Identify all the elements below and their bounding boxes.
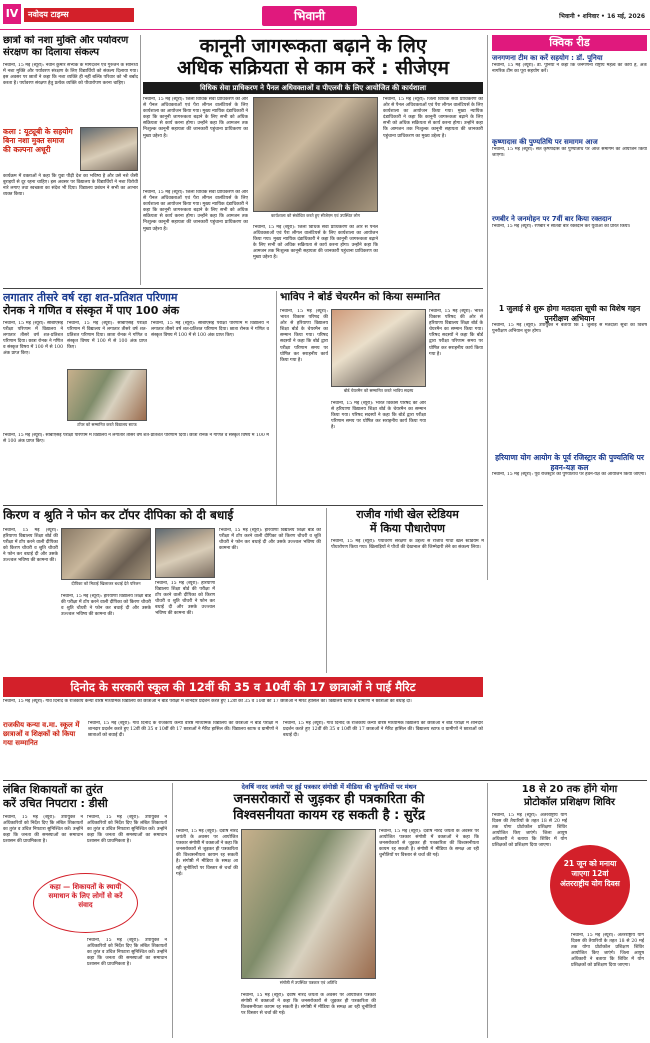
left-body-1: भिवानी, 15 मई (ब्यूरो): नवीन कुमार सभ्यक के मार्गदर्शन एवं गुरुजन के सानिध्य में नशा मुक्ति और पर्यावरण संरक्षण के लिए विद्यार्थियों को संकल्प दिलाया गया। इस अवसर पर छात्रों ने कहा कि नशा व्यक्ति ही नहीं बल्कि परिवार को भी बर्बाद करता है। पर्यावरण संरक्षण हेतु प्रत्येक व्यक्ति को पौधारोपण करना चाहिए। (3, 63, 138, 87)
bvp-story (276, 291, 484, 506)
horizontal-divider (3, 288, 483, 289)
seminar-photo (241, 829, 376, 979)
masthead (0, 0, 650, 30)
workshop-photo (253, 97, 378, 212)
yoga-body-b: भिवानी, 15 मई (ब्यूरो): अंतरराष्ट्रीय योग दिवस की तैयारियों के तहत 18 से 20 मई तक योगा प्रोटोकॉल प्रशिक्षण शिविर आयोजित किए जाएंगे। जिला आयुष अधिकारी ने बताया कि शिविर में योग प्रशिक्षकों को प्रशिक्षण दिया जाएगा। (571, 933, 644, 969)
column-divider (140, 35, 141, 285)
dc-story (3, 783, 168, 1038)
merit-side-headline: राजकीय कन्या व.मा. स्कूल में छात्राओं व शिक्षकों को किया गया सम्मानित (3, 721, 80, 747)
top-body-b: भिवानी, 15 मई (ब्यूरो): जिला विधिक सेवा प्राधिकरण की ओर से पैनल अधिवक्ताओं एवं पैरा लीगल वालंटियर्स के लिए कार्यशाला का आयोजन किया गया। मुख्य न्यायिक दंडाधिकारी ने कहा कि कानूनी जागरूकता बढ़ाने के लिए सभी को अधिक सक्रियता से कार्य करना होगा। उन्होंने कहा कि आमजन तक निःशुल्क कानूनी सहायता की जानकारी पहुंचाना प्राधिकरण का मुख्य उद्देश्य है। (383, 97, 483, 139)
dc-body-b: भिवानी, 15 मई (ब्यूरो): उपायुक्त ने अधिकारियों को निर्देश दिए कि लंबित शिकायतों का तुरंत व उचित निपटारा सुनिश्चित करें। उन्होंने कहा कि जनता की समस्याओं का समाधान प्रशासन की प्राथमिकता है। (87, 815, 167, 845)
quick-item-5 (492, 453, 647, 562)
merit-story (3, 699, 483, 779)
topper-call-body-d: भिवानी, 15 मई (ब्यूरो): हरियाणा विद्यालय शिक्षा बोर्ड की परीक्षा में टॉप करने वाली दीपिका को किरण चौधरी व श्रुति चौधरी ने फोन कर बधाई दी और उसके उज्ज्वल भविष्य की कामना की। (219, 528, 321, 552)
merit-banner (3, 677, 483, 697)
merit-headline: दिनोद के सरकारी स्कूल की 12वीं की 35 व 10वीं की 17 छात्राओं ने पाई मैरिट (70, 680, 416, 694)
narad-story (172, 783, 482, 1038)
yoga-headline-1: 18 से 20 तक होंगे योगा (521, 784, 618, 795)
section-title-text: भिवानी (293, 9, 326, 23)
quick-item-text: भिवानी, 15 मई (ब्यूरो): पूर्व रजिस्ट्रार की पुण्यतिथि पर हवन-यज्ञ का आयोजन किया जाएगा। (492, 472, 647, 477)
narad-body-a: भिवानी, 15 मई (ब्यूरो): देवर्षि नारद जयंती के अवसर पर आयोजित पत्रकार संगोष्ठी में वक्ताओं ने कहा कि जनसरोकारों से जुड़कर ही पत्रकारिता की विश्वसनीयता कायम रह सकती है। संगोष्ठी में मीडिया के समक्ष आ रही चुनौतियों पर विस्तार से चर्चा की गई। (176, 829, 238, 877)
merit-body-a: भिवानी, 15 मई (ब्यूरो): गांव दिनोद के राजकीय कन्या वरिष्ठ माध्यमिक विद्यालय की छात्राओं ने बोर्ड परीक्षा में शानदार प्रदर्शन करते हुए 12वीं की 35 व 10वीं की 17 छात्राओं ने मैरिट हासिल की। विद्यालय स्टाफ व ग्रामीणों ने छात्राओं को बधाई दी। (88, 721, 278, 739)
bvp-headline: भाविप ने बोर्ड चेयरमैन को किया सम्मानित (280, 291, 441, 303)
result-photo-caption: टॉपर को सम्मानित करते विद्यालय स्टाफ (77, 422, 137, 427)
bvp-body-b: भिवानी, 15 मई (ब्यूरो): भारत विकास परिषद की ओर से हरियाणा विद्यालय शिक्षा बोर्ड के चेयरमैन का सम्मान किया गया। परिषद सदस्यों ने कहा कि बोर्ड द्वारा परीक्षा परिणाम समय पर घोषित कर सराहनीय कार्य किया गया है। (331, 401, 426, 431)
narad-kicker: देवर्षि नारद जयंती पर हुई पत्रकार संगोष्ठी में मीडिया की चुनौतियों पर मंथन (241, 783, 417, 791)
quick-item-title: हरियाणा योग आयोग के पूर्व रजिस्ट्रार की पुण्यतिथि पर हवन-यज्ञ कल (495, 453, 644, 472)
narad-photo-caption: संगोष्ठी में उपस्थित पत्रकार एवं अतिथि (279, 980, 338, 985)
result-sub-headline: रोनक ने गणित व संस्कृत में पाए 100 अंक (3, 304, 180, 317)
paper-name: नवोदय टाइम्स (24, 8, 134, 22)
quick-item-title: जनगणना टीम का करें सहयोग : डॉ. पूनिया (492, 54, 603, 62)
dateline: भिवानी • शनिवार • 16 मई, 2026 (559, 13, 645, 20)
left-column-story (3, 35, 138, 280)
masthead-divider (0, 29, 650, 30)
top-body-a: भिवानी, 15 मई (ब्यूरो): जिला विधिक सेवा प्राधिकरण की ओर से पैनल अधिवक्ताओं एवं पैरा लीगल वालंटियर्स के लिए कार्यशाला का आयोजन किया गया। मुख्य न्यायिक दंडाधिकारी ने कहा कि कानूनी जागरूकता बढ़ाने के लिए सभी को अधिक सक्रियता से कार्य करना होगा। उन्होंने कहा कि आमजन तक निःशुल्क कानूनी सहायता की जानकारी पहुंचाना प्राधिकरण का मुख्य उद्देश्य है। (143, 97, 248, 139)
stadium-headline-2: में किया पौधारोपण (369, 522, 446, 535)
quick-item-1 (492, 54, 647, 138)
topper-photo-caption: दीपिका को मिठाई खिलाकर बधाई देते परिजन (71, 581, 141, 586)
quick-item-4 (492, 304, 647, 453)
result-story (3, 291, 271, 501)
dc-body-a: भिवानी, 15 मई (ब्यूरो): उपायुक्त ने अधिकारियों को निर्देश दिए कि लंबित शिकायतों का तुरंत व उचित निपटारा सुनिश्चित करें। उन्होंने कहा कि जनता की समस्याओं का समाधान प्रशासन की प्राथमिकता है। (3, 815, 83, 845)
dc-headline-1: लंबित शिकायतों का तुरंत (3, 783, 103, 796)
merit-body-b: भिवानी, 15 मई (ब्यूरो): गांव दिनोद के राजकीय कन्या वरिष्ठ माध्यमिक विद्यालय की छात्राओं ने बोर्ड परीक्षा में शानदार प्रदर्शन करते हुए 12वीं की 35 व 10वीं की 17 छात्राओं ने मैरिट हासिल की। विद्यालय स्टाफ व ग्रामीणों ने छात्राओं को बधाई दी। (283, 721, 483, 739)
narad-headline-2: विश्वसनीयता कायम रह सकती है : सुरेंद्र (233, 808, 425, 823)
top-photo-caption: कार्यशाला को संबोधित करते हुए सीजेएम एवं उपस्थित लोग (271, 213, 360, 218)
top-headline-1: कानूनी जागरूकता बढ़ाने के लिए (199, 35, 427, 57)
quick-item-text: भिवानी, 15 मई (ब्यूरो): रणबीर ने सातवीं बार रक्तदान कर युवाओं को प्रेरित किया। (492, 224, 631, 229)
quick-item-3 (492, 215, 647, 304)
narad-body-b: भिवानी, 15 मई (ब्यूरो): देवर्षि नारद जयंती के अवसर पर आयोजित पत्रकार संगोष्ठी में वक्ताओं ने कहा कि जनसरोकारों से जुड़कर ही पत्रकारिता की विश्वसनीयता कायम रह सकती है। संगोष्ठी में मीडिया के समक्ष आ रही चुनौतियों पर विस्तार से चर्चा की गई। (241, 993, 376, 1017)
result-body-d: भिवानी, 15 मई (ब्यूरो): सीबीएसई परीक्षा परिणाम में विद्यालय ने लगातार तीसरे वर्ष शत-प्रतिशत परिणाम दिया। छात्रा रोनक ने गणित व संस्कृत विषय में 100 में से 100 अंक प्राप्त किए। (3, 433, 269, 445)
quick-item-text: भिवानी, 15 मई (ब्यूरो): संत कृष्णादास की पुण्यतिथि पर आज समागम का आयोजन किया जाएगा। (492, 147, 647, 159)
horizontal-divider (3, 505, 483, 506)
dc-headline-2: करें उचित निपटारा : डीसी (3, 797, 108, 810)
top-body-c: भिवानी, 15 मई (ब्यूरो): जिला विधिक सेवा प्राधिकरण की ओर से पैनल अधिवक्ताओं एवं पैरा लीगल वालंटियर्स के लिए कार्यशाला का आयोजन किया गया। मुख्य न्यायिक दंडाधिकारी ने कहा कि कानूनी जागरूकता बढ़ाने के लिए सभी को अधिक सक्रियता से कार्य करना होगा। उन्होंने कहा कि आमजन तक निःशुल्क कानूनी सहायता की जानकारी पहुंचाना प्राधिकरण का मुख्य उद्देश्य है। (143, 190, 248, 232)
topper-call-story (3, 508, 323, 673)
merit-body-top: भिवानी, 15 मई (ब्यूरो): गांव दिनोद के राजकीय कन्या वरिष्ठ माध्यमिक विद्यालय की छात्राओं ने बोर्ड परीक्षा में शानदार प्रदर्शन करते हुए 12वीं की 35 व 10वीं की 17 छात्राओं ने मैरिट हासिल की। विद्यालय स्टाफ व ग्रामीणों ने छात्राओं को बधाई दी। (3, 699, 412, 704)
dc-body-c: भिवानी, 15 मई (ब्यूरो): उपायुक्त ने अधिकारियों को निर्देश दिए कि लंबित शिकायतों का तुरंत व उचित निपटारा सुनिश्चित करें। उन्होंने कहा कि जनता की समस्याओं का समाधान प्रशासन की प्राथमिकता है। (87, 938, 167, 968)
chairman-photo (331, 309, 426, 387)
quick-item-title: 1 जुलाई से शुरू होगा मतदाता सूची का विशेष गहन पुनरीक्षण अभियान (498, 304, 641, 323)
narad-headline-1: जनसरोकारों से जुड़कर ही पत्रकारिता की (233, 792, 425, 807)
deepika-photo-1 (61, 528, 151, 580)
quick-item-title: रणबीर ने जनमोहन पर 7वीं बार किया रक्तदान (492, 215, 612, 223)
page-number: IV (3, 4, 21, 24)
stadium-headline-1: राजीव गांधी खेल स्टेडियम (356, 508, 459, 521)
top-headline-2: अधिक सक्रियता से काम करें : सीजेएम (177, 57, 449, 79)
topper-call-headline: किरण व श्रुति ने फोन कर टॉपर दीपिका को दी बधाई (3, 508, 234, 522)
quick-read-column (487, 35, 647, 580)
bvp-body-a: भिवानी, 15 मई (ब्यूरो): भारत विकास परिषद की ओर से हरियाणा विद्यालय शिक्षा बोर्ड के चेयरमैन का सम्मान किया गया। परिषद सदस्यों ने कहा कि बोर्ड द्वारा परीक्षा परिणाम समय पर घोषित कर सराहनीय कार्य किया गया है। (280, 309, 328, 363)
horizontal-divider (3, 780, 647, 781)
top-body-d: भिवानी, 15 मई (ब्यूरो): जिला विधिक सेवा प्राधिकरण की ओर से पैनल अधिवक्ताओं एवं पैरा लीगल वालंटियर्स के लिए कार्यशाला का आयोजन किया गया। मुख्य न्यायिक दंडाधिकारी ने कहा कि कानूनी जागरूकता बढ़ाने के लिए सभी को अधिक सक्रियता से कार्य करना होगा। उन्होंने कहा कि आमजन तक निःशुल्क कानूनी सहायता की जानकारी पहुंचाना प्राधिकरण का मुख्य उद्देश्य है। (253, 225, 378, 261)
quick-item-2 (492, 138, 647, 215)
bvp-photo-caption: बोर्ड चेयरमैन को सम्मानित करते भाविप सदस्य (343, 388, 414, 393)
topper-call-body-c: भिवानी, 15 मई (ब्यूरो): हरियाणा विद्यालय शिक्षा बोर्ड की परीक्षा में टॉप करने वाली दीपिका को किरण चौधरी व श्रुति चौधरी ने फोन कर बधाई दी और उसके उज्ज्वल भविष्य की कामना की। (155, 581, 215, 617)
deepika-photo-2 (155, 528, 215, 578)
left-headline: छात्रों को नशा मुक्ति और पर्यावरण संरक्षण का दिलाया संकल्प (3, 35, 129, 58)
top-story (143, 35, 483, 285)
person-photo (80, 127, 138, 171)
dc-pull-quote: कहा — शिकायतों के स्थायी समाधान के लिए लोगों से करें संवाद (33, 873, 138, 933)
quick-read-label: क्विक रीड (492, 35, 647, 51)
topper-photo (67, 369, 147, 421)
left-sub-headline: कला : यूट्यूबी के सहयोग बिना नशा मुक्त समाज की कल्पना अधूरी (3, 127, 73, 154)
yoga-day-badge: 21 जून को मनाया जाएगा 12वां अंतरराष्ट्रीय योग दिवस (550, 845, 630, 925)
quick-item-text: भिवानी, 15 मई (ब्यूरो): उपायुक्त ने बताया कि 1 जुलाई से मतदाता सूची का विशेष पुनरीक्षण अभियान शुरू होगा। (492, 323, 647, 335)
quick-item-title: कृष्णादास की पुण्यतिथि पर समागम आज (492, 138, 598, 146)
quick-item-text: भिवानी, 15 मई (ब्यूरो): डॉ. पूनिया ने कहा कि जनगणना राष्ट्रीय महत्व का कार्य है, अतः नागरिक टीम का पूरा सहयोग करें। (492, 63, 647, 75)
stadium-body: भिवानी, 15 मई (ब्यूरो): पर्यावरण संरक्षण के उद्देश्य से राजीव गांधी खेल स्टेडियम में पौधारोपण किया गया। खिलाड़ियों ने पौधों की देखभाल की जिम्मेदारी लेने का संकल्प लिया। (331, 539, 484, 551)
result-body-b: भिवानी, 15 मई (ब्यूरो): सीबीएसई परीक्षा परिणाम में विद्यालय ने लगातार तीसरे वर्ष शत-प्रतिशत परिणाम दिया। छात्रा रोनक ने गणित व संस्कृत विषय में 100 में से 100 अंक प्राप्त किए। (67, 321, 147, 351)
topper-call-body-a: भिवानी, 15 मई (ब्यूरो): हरियाणा विद्यालय शिक्षा बोर्ड की परीक्षा में टॉप करने वाली दीपिका को किरण चौधरी व श्रुति चौधरी ने फोन कर बधाई दी और उसके उज्ज्वल भविष्य की कामना की। (3, 528, 58, 564)
yoga-headline-2: प्रोटोकॉल प्रशिक्षण शिविर (523, 797, 616, 808)
narad-body-c: भिवानी, 15 मई (ब्यूरो): देवर्षि नारद जयंती के अवसर पर आयोजित पत्रकार संगोष्ठी में वक्ताओं ने कहा कि जनसरोकारों से जुड़कर ही पत्रकारिता की विश्वसनीयता कायम रह सकती है। संगोष्ठी में मीडिया के समक्ष आ रही चुनौतियों पर विस्तार से चर्चा की गई। (379, 829, 479, 859)
bvp-body-c: भिवानी, 15 मई (ब्यूरो): भारत विकास परिषद की ओर से हरियाणा विद्यालय शिक्षा बोर्ड के चेयरमैन का सम्मान किया गया। परिषद सदस्यों ने कहा कि बोर्ड द्वारा परीक्षा परिणाम समय पर घोषित कर सराहनीय कार्य किया गया है। (429, 309, 483, 357)
result-body-a: भिवानी, 15 मई (ब्यूरो): सीबीएसई परीक्षा परिणाम में विद्यालय ने लगातार तीसरे वर्ष शत-प्रतिशत परिणाम दिया। छात्रा रोनक ने गणित व संस्कृत विषय में 100 में से 100 अंक प्राप्त किए। (3, 321, 63, 357)
left-body-2: कार्यक्रम में वक्ताओं ने कहा कि युवा पीढ़ी देश का भविष्य है और उसे नशे जैसी बुराइयों से दूर रहना चाहिए। इस अवसर पर विद्यालय के विद्यार्थियों ने नशा विरोधी नारे लगाए तथा स्वच्छता का संदेश भी दिया। विद्यालय प्रबंधन ने सभी का आभार व्यक्त किया। (3, 174, 138, 198)
yoga-body-a: भिवानी, 15 मई (ब्यूरो): अंतरराष्ट्रीय योग दिवस की तैयारियों के तहत 18 से 20 मई तक योगा प्रोटोकॉल प्रशिक्षण शिविर आयोजित किए जाएंगे। जिला आयुष अधिकारी ने बताया कि शिविर में योग प्रशिक्षकों को प्रशिक्षण दिया जाएगा। (492, 813, 567, 849)
result-body-c: भिवानी, 15 मई (ब्यूरो): सीबीएसई परीक्षा परिणाम में विद्यालय ने लगातार तीसरे वर्ष शत-प्रतिशत परिणाम दिया। छात्रा रोनक ने गणित व संस्कृत विषय में 100 में से 100 अंक प्राप्त किए। (151, 321, 269, 339)
top-strap: विधिक सेवा प्राधिकरण ने पैनल अधिवक्ताओं व पीएलवी के लिए आयोजित की कार्यशाला (143, 82, 483, 94)
topper-call-body-b: भिवानी, 15 मई (ब्यूरो): हरियाणा विद्यालय शिक्षा बोर्ड की परीक्षा में टॉप करने वाली दीपिका को किरण चौधरी व श्रुति चौधरी ने फोन कर बधाई दी और उसके उज्ज्वल भविष्य की कामना की। (61, 594, 151, 618)
yoga-story (487, 783, 647, 1038)
section-title (262, 6, 357, 26)
result-headline: लगातार तीसरे वर्ष रहा शत-प्रतिशत परिणाम (3, 291, 178, 304)
stadium-story (326, 508, 484, 673)
